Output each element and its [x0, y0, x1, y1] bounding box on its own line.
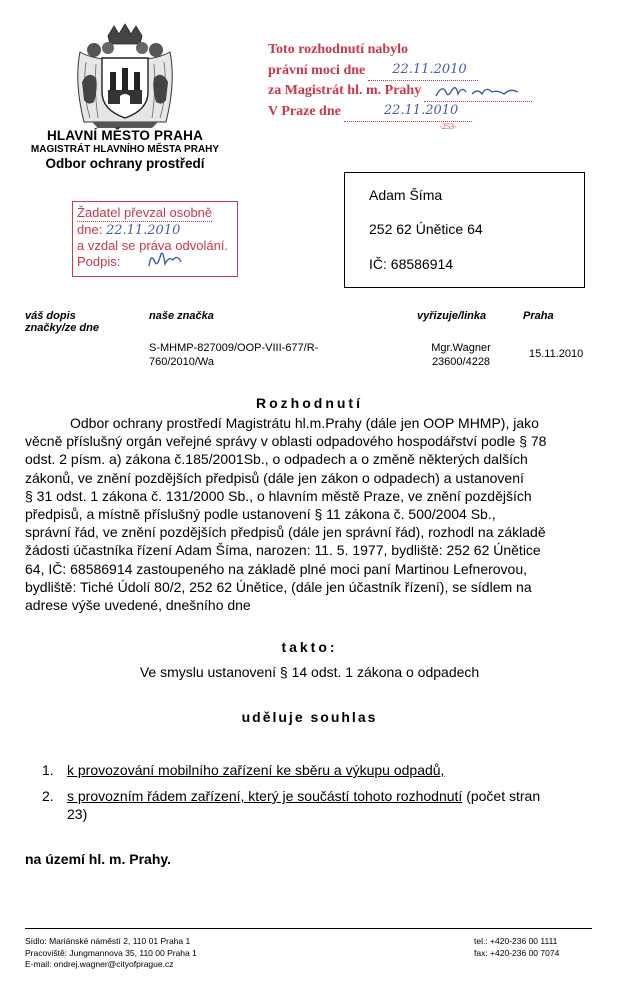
signature-icon	[145, 248, 185, 270]
handler-info: Mgr.Wagner 23600/4228	[431, 342, 491, 368]
our-ref-heading: naše značka	[149, 310, 214, 322]
paragraph-line: bydliště: Tiché Údolí 80/2, 252 62 Únětice, (dále jen účastník řízení), se sídlem na	[25, 578, 532, 595]
item-text-rest: (počet stran	[462, 788, 541, 804]
receipt-line-2: dne: 22.11.2010	[77, 221, 181, 238]
recipient-name: Adam Šíma	[369, 187, 443, 203]
receipt-line-3: a vzdal se práva odvolání.	[77, 238, 229, 253]
stamp-line-4: V Praze dne 22.11.2010	[268, 102, 568, 123]
paragraph-line: předpisů, a místně příslušný podle ustanovení § 11 zákona č. 500/2004 Sb.,	[25, 506, 496, 523]
item-text: s provozním řádem zařízení, který je součástí tohoto rozhodnutí	[67, 788, 463, 804]
legal-basis-line: Ve smyslu ustanovení § 14 odst. 1 zákona o odpadech	[139, 664, 480, 680]
paragraph-line: zákonů, ve znění pozdějších předpisů (dále jen zákon o odpadech) a ustanovení	[25, 469, 524, 486]
handles-heading: vyřizuje/linka	[417, 310, 487, 322]
territory-line: na území hl. m. Prahy.	[25, 851, 172, 867]
paragraph-line: žádosti účastníka řízení Adam Šíma, narozen: 11. 5. 1977, bydliště: 252 62 Únětice	[25, 542, 541, 559]
issuer-block	[25, 128, 225, 172]
prague-coat-of-arms-logo	[72, 22, 178, 130]
takto-heading: takto:	[281, 639, 338, 655]
grants-consent-heading: uděluje souhlas	[241, 709, 378, 725]
consent-item-2	[42, 787, 594, 823]
your-letter-heading: váš dopis značky/ze dne	[25, 310, 99, 334]
item-text: k provozování mobilního zařízení ke sběru a výkupu odpadů,	[67, 762, 445, 778]
recipient-ic: IČ: 68586914	[369, 256, 454, 272]
issuer-magistrate: MAGISTRÁT HLAVNÍHO MĚSTA PRAHY	[30, 143, 220, 155]
signature-icon	[434, 82, 524, 102]
paragraph-line: 64, IČ: 68586914 zastoupeného na základě plné moci paní Martinou Lefnerovou,	[25, 560, 528, 577]
item-number: 2.	[42, 788, 54, 804]
place-heading: Praha	[523, 310, 554, 322]
consent-item-1	[42, 761, 594, 779]
paragraph-line: správní řád, ve znění pozdějších předpisů (dále jen správní řád), rozhodl na základě	[25, 524, 546, 541]
footer-divider	[25, 928, 592, 929]
paragraph-line: adrese výše uvedené, dnešního dne	[25, 597, 251, 614]
paragraph-line: věcně příslušný orgán veřejné správy v oblasti odpadového hospodářství podle § 78	[25, 433, 547, 450]
issuer-department: Odbor ochrany prostředí	[45, 155, 205, 171]
issuer-city: HLAVNÍ MĚSTO PRAHA	[46, 128, 204, 143]
document-title: Rozhodnutí	[256, 395, 363, 411]
receipt-stamp	[72, 201, 238, 277]
paragraph-line: Odbor ochrany prostředí Magistrátu hl.m.Prahy (dále jen OOP MHMP), jako	[70, 415, 539, 431]
footer-address: Sídlo: Mariánské náměstí 2, 110 01 Praha 1 Pracoviště: Jungmannova 35, 110 00 Praha 1 E-mail: ondrej.wagner@cityofprague.cz	[25, 936, 197, 969]
paragraph-line: § 31 odst. 1 zákona č. 131/2000 Sb., o hlavním městě Praze, ve znění pozdějších	[25, 487, 532, 504]
item-number: 1.	[42, 762, 54, 778]
stamp-line-3: za Magistrát hl. m. Prahy	[268, 81, 568, 102]
footer-contacts: tel.: +420-236 00 1111 fax: +420-236 00 7074	[474, 936, 560, 958]
recipient-address: 252 62 Únětice 64	[369, 221, 483, 237]
stamp-line-2: právní moci dne 22.11.2010	[268, 61, 568, 82]
our-reference-number: S-MHMP-827009/OOP-VIII-677/R- 760/2010/Wa	[149, 342, 319, 368]
stamp-line-1: Toto rozhodnutí nabylo	[268, 42, 409, 57]
receipt-line-4: Podpis:	[77, 254, 237, 270]
recipient-address-box	[344, 172, 585, 288]
receipt-handwritten-date: 22.11.2010	[105, 222, 181, 238]
paragraph-line: odst. 2 písm. a) zákona č.185/2001Sb., o odpadech a o změně některých dalších	[25, 451, 528, 468]
stamp-number: -253-	[439, 122, 457, 131]
decision-paragraph	[25, 414, 592, 614]
legal-validity-stamp	[268, 40, 568, 131]
handwritten-date: 22.11.2010	[392, 61, 467, 77]
handwritten-date-2: 22.11.2010	[383, 102, 459, 118]
document-date: 15.11.2010	[529, 348, 584, 360]
item-text-line2: 23)	[67, 806, 88, 822]
receipt-line-1: Žadatel převzal osobně	[77, 205, 213, 220]
